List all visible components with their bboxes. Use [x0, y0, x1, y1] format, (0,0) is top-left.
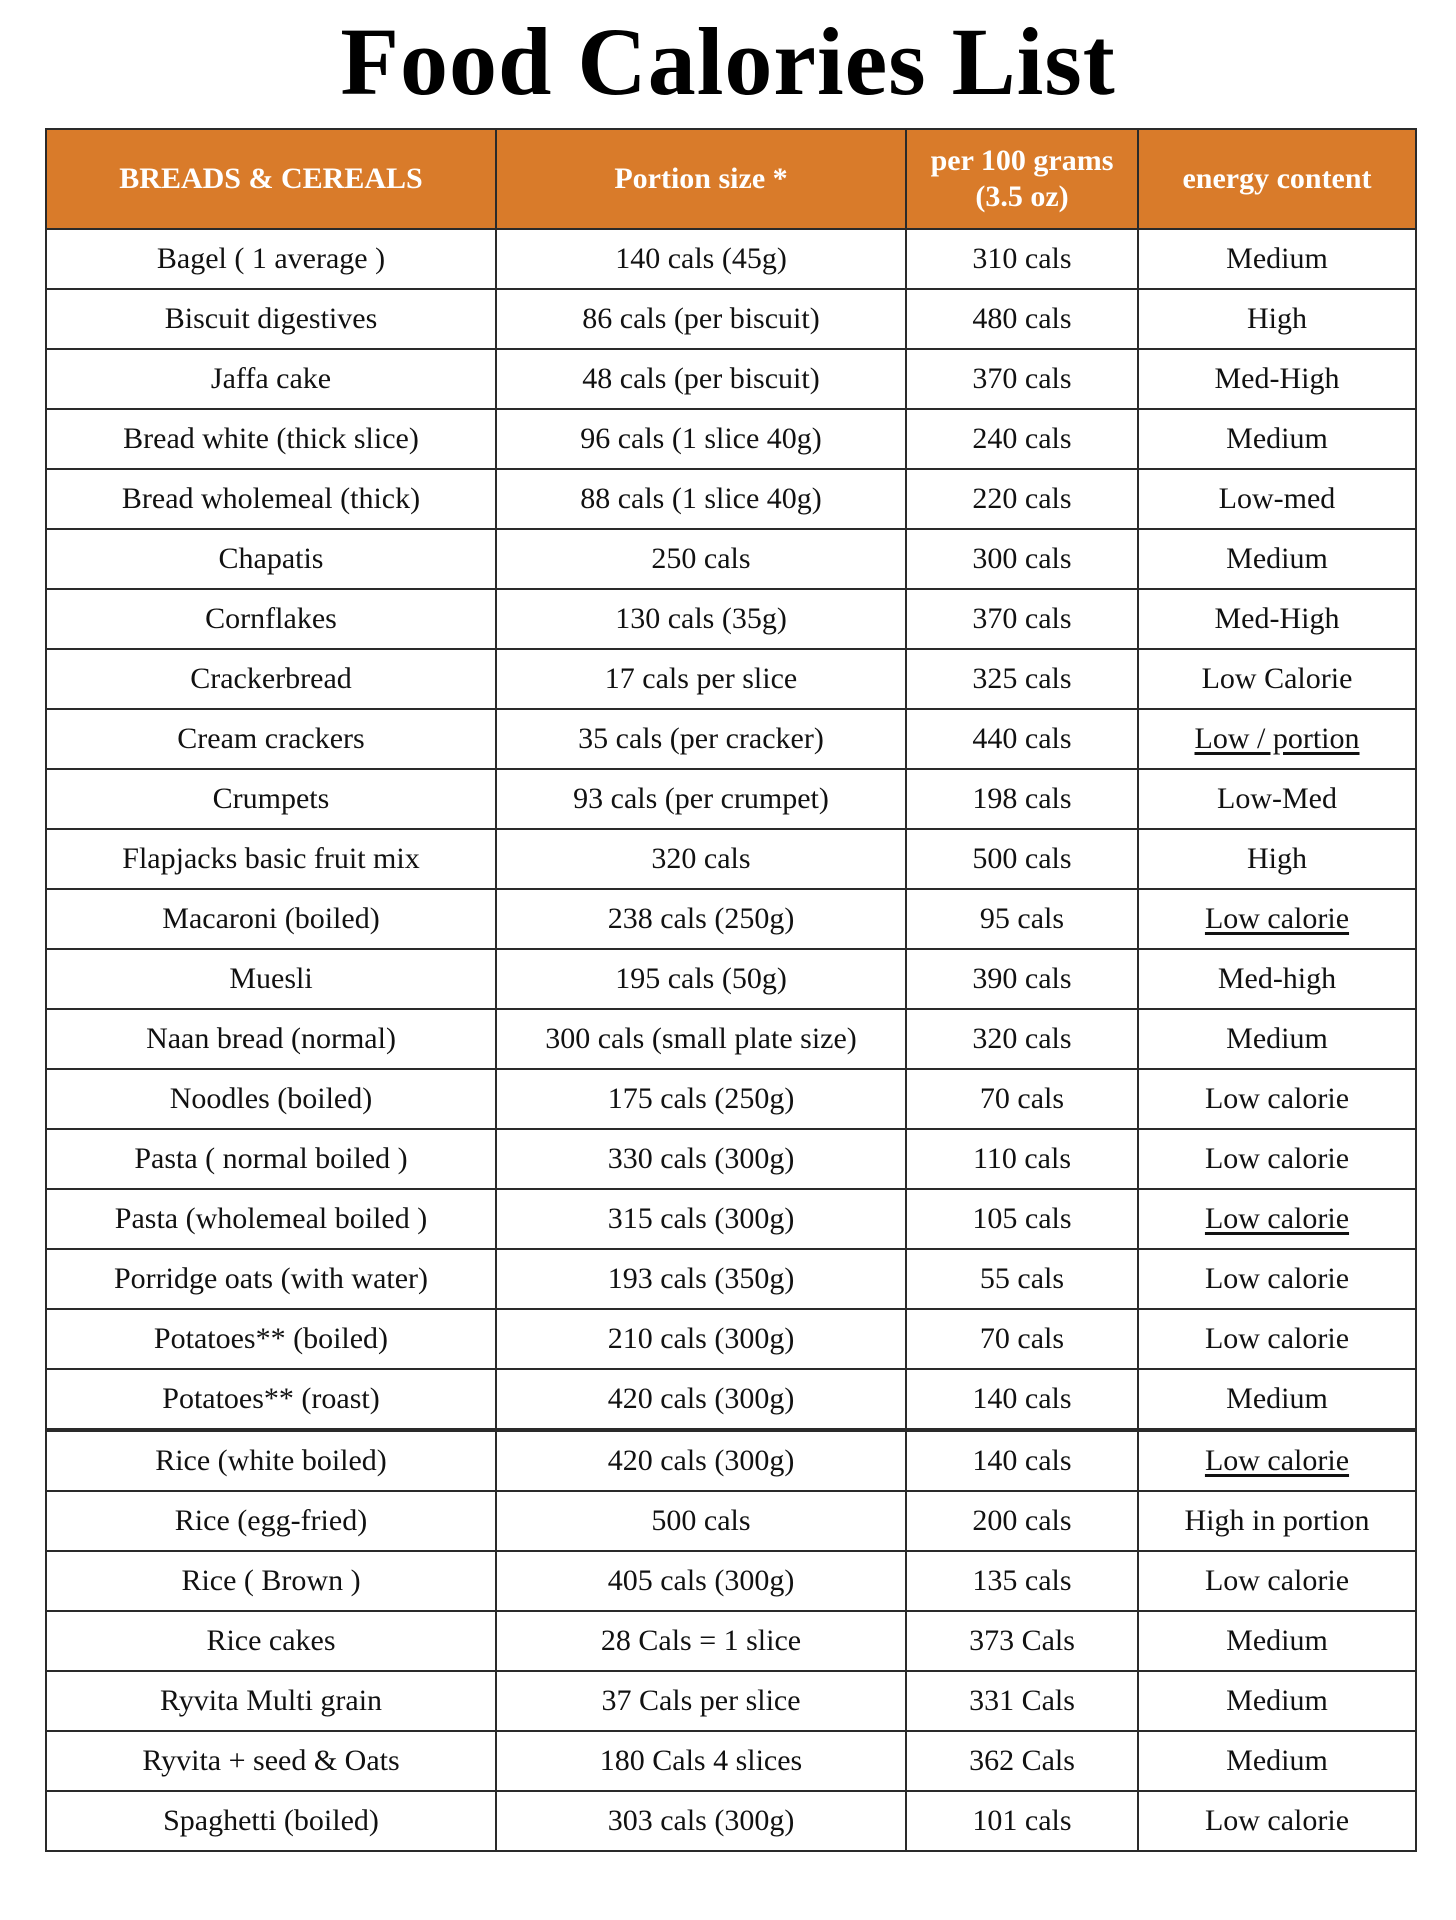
food-cell: Crackerbread [46, 649, 496, 709]
table-row [46, 1791, 1416, 1851]
portion-cell: 330 cals (300g) [496, 1129, 906, 1189]
per100-cell: 135 cals [906, 1551, 1138, 1611]
table-row [46, 229, 1416, 289]
energy-cell: High in portion [1138, 1491, 1416, 1551]
portion-cell: 420 cals (300g) [496, 1430, 906, 1491]
per100-cell: 105 cals [906, 1189, 1138, 1249]
food-cell: Cornflakes [46, 589, 496, 649]
table-row [46, 1009, 1416, 1069]
energy-cell: Medium [1138, 1611, 1416, 1671]
food-cell: Chapatis [46, 529, 496, 589]
energy-cell: High [1138, 829, 1416, 889]
energy-cell: Low-med [1138, 469, 1416, 529]
table-row [46, 1309, 1416, 1369]
per100-cell: 110 cals [906, 1129, 1138, 1189]
portion-cell: 88 cals (1 slice 40g) [496, 469, 906, 529]
per100-cell: 370 cals [906, 349, 1138, 409]
food-cell: Potatoes** (roast) [46, 1369, 496, 1430]
energy-cell: Medium [1138, 1009, 1416, 1069]
table-row [46, 1671, 1416, 1731]
food-cell: Naan bread (normal) [46, 1009, 496, 1069]
table-row [46, 1369, 1416, 1430]
food-cell: Ryvita + seed & Oats [46, 1731, 496, 1791]
energy-cell: Medium [1138, 529, 1416, 589]
portion-cell: 300 cals (small plate size) [496, 1009, 906, 1069]
table-row [46, 1491, 1416, 1551]
table-row [46, 829, 1416, 889]
portion-cell: 37 Cals per slice [496, 1671, 906, 1731]
food-cell: Muesli [46, 949, 496, 1009]
food-cell: Crumpets [46, 769, 496, 829]
per100-cell: 331 Cals [906, 1671, 1138, 1731]
per100-cell: 300 cals [906, 529, 1138, 589]
table-row [46, 649, 1416, 709]
table-row [46, 1731, 1416, 1791]
energy-cell: Med-High [1138, 589, 1416, 649]
energy-value: Low calorie [1204, 1202, 1350, 1235]
energy-cell [1138, 709, 1416, 769]
energy-cell: Medium [1138, 1369, 1416, 1430]
per100-cell: 325 cals [906, 649, 1138, 709]
table-row [46, 589, 1416, 649]
food-cell: Macaroni (boiled) [46, 889, 496, 949]
portion-cell: 17 cals per slice [496, 649, 906, 709]
per100-cell: 95 cals [906, 889, 1138, 949]
energy-cell: Low-Med [1138, 769, 1416, 829]
table-row [46, 1189, 1416, 1249]
per100-cell: 220 cals [906, 469, 1138, 529]
table-row [46, 1430, 1416, 1491]
food-cell: Noodles (boiled) [46, 1069, 496, 1129]
portion-cell: 195 cals (50g) [496, 949, 906, 1009]
portion-cell: 180 Cals 4 slices [496, 1731, 906, 1791]
table-row [46, 469, 1416, 529]
per100-cell: 373 Cals [906, 1611, 1138, 1671]
food-cell: Rice (egg-fried) [46, 1491, 496, 1551]
header-food-category: BREADS & CEREALS [46, 129, 496, 229]
table-row [46, 349, 1416, 409]
portion-cell: 250 cals [496, 529, 906, 589]
portion-cell: 320 cals [496, 829, 906, 889]
food-cell: Bread white (thick slice) [46, 409, 496, 469]
food-cell: Spaghetti (boiled) [46, 1791, 496, 1851]
per100-cell: 55 cals [906, 1249, 1138, 1309]
portion-cell: 35 cals (per cracker) [496, 709, 906, 769]
energy-cell: Low calorie [1138, 1129, 1416, 1189]
per100-cell: 140 cals [906, 1430, 1138, 1491]
portion-cell: 93 cals (per crumpet) [496, 769, 906, 829]
portion-cell: 238 cals (250g) [496, 889, 906, 949]
calories-table [45, 128, 1417, 1852]
per100-cell: 320 cals [906, 1009, 1138, 1069]
portion-cell: 48 cals (per biscuit) [496, 349, 906, 409]
food-cell: Bagel ( 1 average ) [46, 229, 496, 289]
portion-cell: 210 cals (300g) [496, 1309, 906, 1369]
header-per-100-grams-line2: (3.5 oz) [975, 180, 1069, 213]
header-per-100-grams-line1: per 100 grams [930, 144, 1114, 177]
portion-cell: 140 cals (45g) [496, 229, 906, 289]
energy-cell: Med-High [1138, 349, 1416, 409]
food-cell: Biscuit digestives [46, 289, 496, 349]
per100-cell: 310 cals [906, 229, 1138, 289]
table-row [46, 289, 1416, 349]
energy-cell: Low calorie [1138, 1309, 1416, 1369]
energy-cell: Medium [1138, 1731, 1416, 1791]
energy-cell: Low Calorie [1138, 649, 1416, 709]
per100-cell: 101 cals [906, 1791, 1138, 1851]
table-row [46, 949, 1416, 1009]
per100-cell: 240 cals [906, 409, 1138, 469]
per100-cell: 480 cals [906, 289, 1138, 349]
energy-cell: Low calorie [1138, 1249, 1416, 1309]
energy-cell [1138, 889, 1416, 949]
portion-cell: 96 cals (1 slice 40g) [496, 409, 906, 469]
energy-cell: Low calorie [1138, 1551, 1416, 1611]
energy-cell: Low calorie [1138, 1791, 1416, 1851]
per100-cell: 362 Cals [906, 1731, 1138, 1791]
per100-cell: 500 cals [906, 829, 1138, 889]
table-row [46, 1611, 1416, 1671]
food-cell: Ryvita Multi grain [46, 1671, 496, 1731]
portion-cell: 175 cals (250g) [496, 1069, 906, 1129]
energy-value: Low / portion [1194, 722, 1360, 755]
food-cell: Rice ( Brown ) [46, 1551, 496, 1611]
header-per-100-grams [906, 129, 1138, 229]
energy-value: Low calorie [1204, 1444, 1350, 1477]
food-cell: Pasta (wholemeal boiled ) [46, 1189, 496, 1249]
food-cell: Cream crackers [46, 709, 496, 769]
portion-cell: 28 Cals = 1 slice [496, 1611, 906, 1671]
energy-cell: Med-high [1138, 949, 1416, 1009]
per100-cell: 70 cals [906, 1309, 1138, 1369]
portion-cell: 193 cals (350g) [496, 1249, 906, 1309]
header-portion-size: Portion size * [496, 129, 906, 229]
table-row [46, 1129, 1416, 1189]
food-cell: Potatoes** (boiled) [46, 1309, 496, 1369]
table-row [46, 529, 1416, 589]
food-cell: Pasta ( normal boiled ) [46, 1129, 496, 1189]
header-row [46, 129, 1416, 229]
per100-cell: 370 cals [906, 589, 1138, 649]
energy-cell: High [1138, 289, 1416, 349]
portion-cell: 303 cals (300g) [496, 1791, 906, 1851]
energy-cell: Medium [1138, 1671, 1416, 1731]
food-cell: Rice cakes [46, 1611, 496, 1671]
table-row [46, 1069, 1416, 1129]
table-row [46, 409, 1416, 469]
portion-cell: 420 cals (300g) [496, 1369, 906, 1430]
table-row [46, 769, 1416, 829]
energy-cell [1138, 1189, 1416, 1249]
table-row [46, 1249, 1416, 1309]
energy-cell: Medium [1138, 229, 1416, 289]
energy-cell: Medium [1138, 409, 1416, 469]
page-title: Food Calories List [340, 8, 1116, 115]
table-row [46, 889, 1416, 949]
food-cell: Bread wholemeal (thick) [46, 469, 496, 529]
portion-cell: 405 cals (300g) [496, 1551, 906, 1611]
table-row [46, 1551, 1416, 1611]
portion-cell: 130 cals (35g) [496, 589, 906, 649]
per100-cell: 198 cals [906, 769, 1138, 829]
per100-cell: 140 cals [906, 1369, 1138, 1430]
per100-cell: 440 cals [906, 709, 1138, 769]
energy-cell: Low calorie [1138, 1069, 1416, 1129]
portion-cell: 500 cals [496, 1491, 906, 1551]
food-cell: Jaffa cake [46, 349, 496, 409]
food-cell: Flapjacks basic fruit mix [46, 829, 496, 889]
header-energy-content: energy content [1138, 129, 1416, 229]
energy-cell [1138, 1430, 1416, 1491]
per100-cell: 200 cals [906, 1491, 1138, 1551]
table-row [46, 709, 1416, 769]
portion-cell: 86 cals (per biscuit) [496, 289, 906, 349]
food-cell: Rice (white boiled) [46, 1430, 496, 1491]
per100-cell: 70 cals [906, 1069, 1138, 1129]
energy-value: Low calorie [1204, 902, 1350, 935]
portion-cell: 315 cals (300g) [496, 1189, 906, 1249]
per100-cell: 390 cals [906, 949, 1138, 1009]
food-cell: Porridge oats (with water) [46, 1249, 496, 1309]
